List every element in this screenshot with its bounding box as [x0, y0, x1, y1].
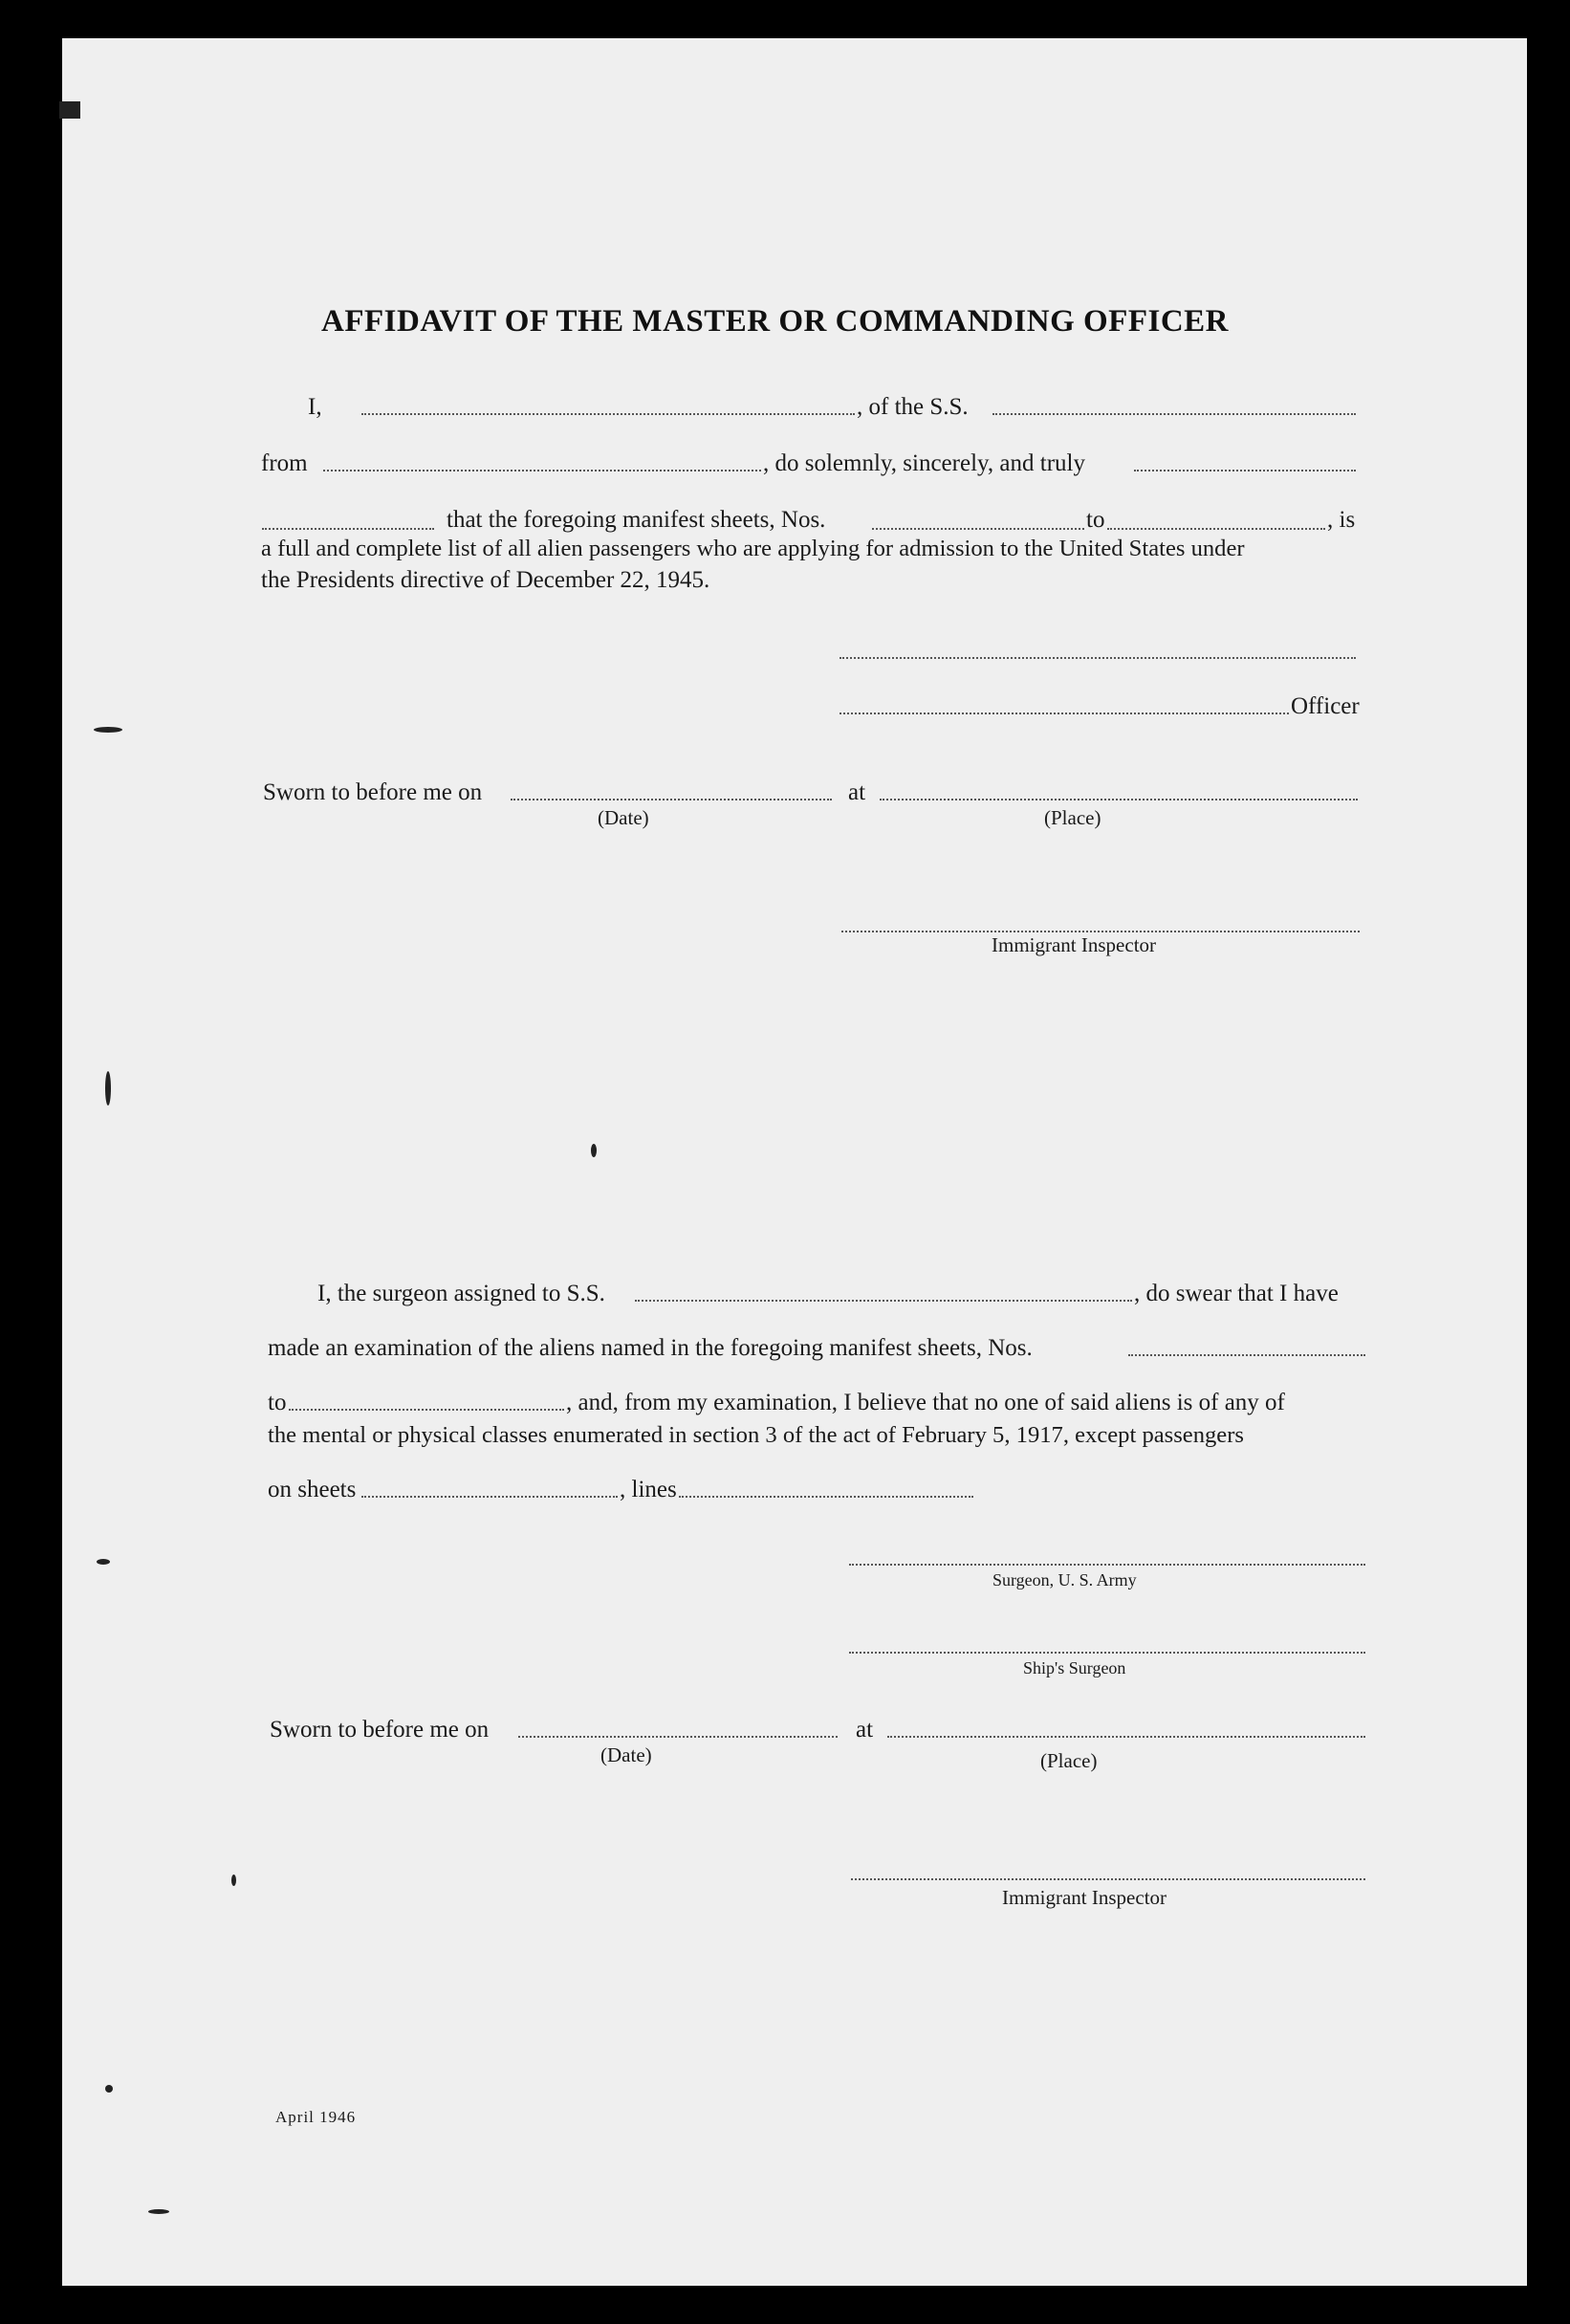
master-i-label: I,	[308, 394, 322, 420]
document-page	[62, 38, 1527, 2286]
surgeon-sheet-from-field[interactable]	[1128, 1354, 1365, 1356]
surgeon-line1-label: I, the surgeon assigned to S.S.	[317, 1281, 605, 1306]
sworn-label: Sworn to before me on	[263, 779, 483, 805]
surgeon-sworn-label: Sworn to before me on	[270, 1717, 490, 1743]
master-name-field[interactable]	[361, 413, 855, 415]
at-label: at	[848, 779, 866, 805]
master-statement-line: the Presidents directive of December 22, 1945.	[261, 567, 710, 593]
solemnly-label: , do solemnly, sincerely, and truly	[763, 450, 1085, 476]
officer-signature-line[interactable]	[840, 657, 1356, 659]
scan-speck	[97, 1559, 110, 1565]
surgeon-sworn-place-field[interactable]	[887, 1736, 1365, 1738]
except-lines-field[interactable]	[679, 1496, 973, 1498]
scan-speck	[105, 2085, 113, 2093]
affirm-field[interactable]	[262, 528, 434, 530]
master-of-ss-label: , of the S.S.	[857, 394, 969, 420]
officer-label: Officer	[1291, 693, 1360, 719]
except-sheets-field[interactable]	[361, 1496, 618, 1498]
form-date: April 1946	[275, 2108, 357, 2126]
ship-name-field[interactable]	[992, 413, 1356, 415]
surgeon-at-label: at	[856, 1717, 874, 1743]
from-port-field[interactable]	[323, 470, 761, 471]
ship-surgeon-caption: Ship's Surgeon	[1023, 1658, 1126, 1677]
oath-field[interactable]	[1134, 470, 1356, 471]
surgeon-inspector-signature-line[interactable]	[851, 1878, 1365, 1880]
ship-surgeon-signature-line[interactable]	[849, 1652, 1365, 1654]
sheet-to-label: to	[1086, 507, 1105, 533]
officer-signature-line[interactable]	[840, 713, 1289, 714]
master-statement-line: a full and complete list of all alien passengers who are applying for admission to the United States under	[261, 536, 1245, 561]
lines-label: , lines	[620, 1477, 677, 1502]
manifest-sheets-label: that the foregoing manifest sheets, Nos.	[447, 507, 826, 533]
inspector-caption: Immigrant Inspector	[992, 933, 1157, 956]
examination-statement: the mental or physical classes enumerated in section 3 of the act of February 5, 1917, except passengers	[268, 1422, 1244, 1448]
master-from-label: from	[261, 450, 308, 476]
surgeon-sworn-date-field[interactable]	[518, 1736, 838, 1738]
inspector-signature-line[interactable]	[841, 931, 1360, 932]
sworn-date-field[interactable]	[511, 799, 832, 800]
is-label: , is	[1327, 507, 1356, 533]
sheets-label: on sheets	[268, 1477, 357, 1502]
scan-speck	[231, 1875, 236, 1886]
examination-label: made an examination of the aliens named in the foregoing manifest sheets, Nos.	[268, 1335, 1033, 1361]
place-caption: (Place)	[1044, 806, 1101, 829]
scan-speck	[94, 727, 122, 733]
sworn-place-field[interactable]	[880, 799, 1358, 800]
sheet-to-field[interactable]	[1107, 528, 1325, 530]
sheet-from-field[interactable]	[872, 528, 1084, 530]
date-caption: (Date)	[598, 806, 649, 829]
scan-speck	[59, 101, 80, 119]
examination-statement: , and, from my examination, I believe that no one of said aliens is of any of	[566, 1390, 1285, 1415]
surgeon-inspector-caption: Immigrant Inspector	[1002, 1886, 1167, 1909]
army-surgeon-caption: Surgeon, U. S. Army	[992, 1570, 1137, 1590]
scan-speck	[105, 1071, 111, 1106]
surgeon-date-caption: (Date)	[600, 1743, 652, 1766]
surgeon-place-caption: (Place)	[1040, 1749, 1098, 1772]
army-surgeon-signature-line[interactable]	[849, 1564, 1365, 1566]
scan-speck	[591, 1144, 597, 1157]
swear-label: , do swear that I have	[1134, 1281, 1339, 1306]
surgeon-to-label: to	[268, 1390, 287, 1415]
surgeon-sheet-to-field[interactable]	[289, 1409, 564, 1411]
scan-speck	[148, 2209, 169, 2214]
surgeon-ship-field[interactable]	[635, 1300, 1132, 1302]
document-title: AFFIDAVIT OF THE MASTER OR COMMANDING OFFICER	[321, 304, 1229, 339]
